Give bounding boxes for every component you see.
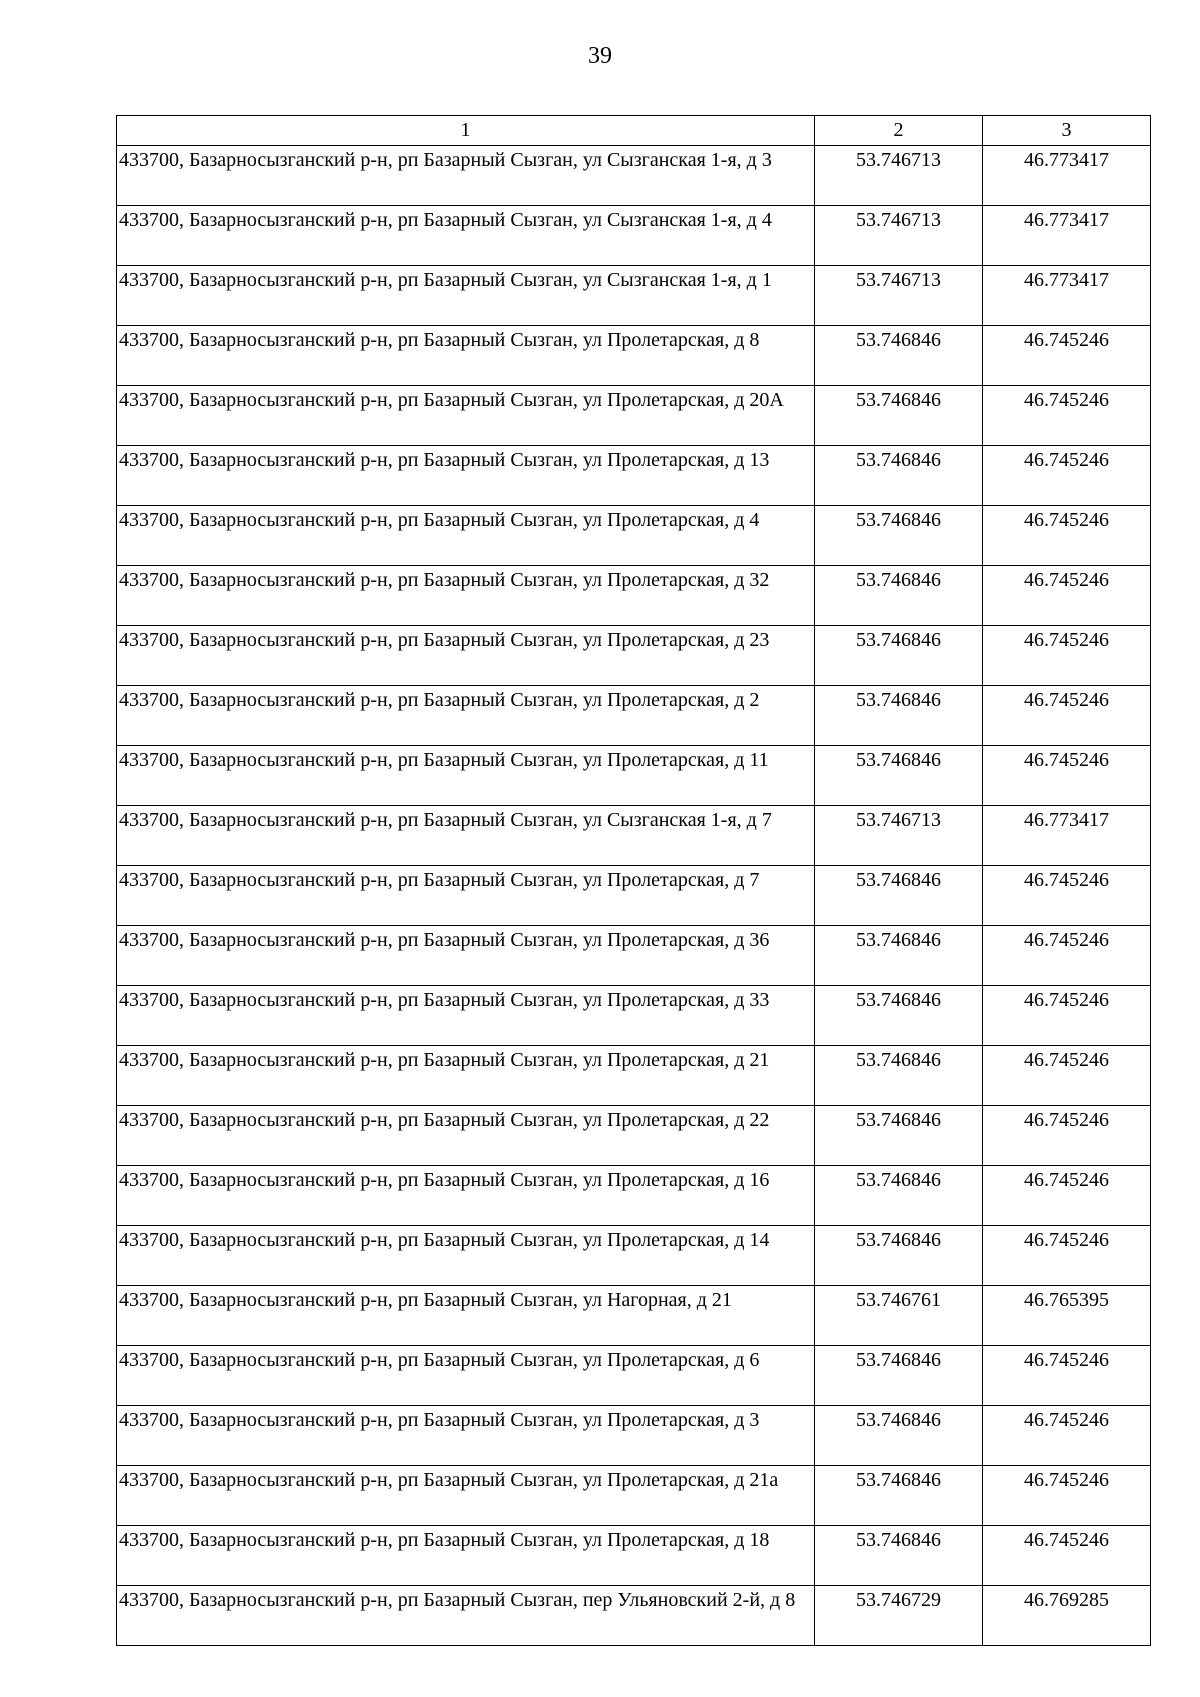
longitude-cell: 46.745246 bbox=[983, 926, 1151, 986]
address-cell: 433700, Базарносызганский р-н, рп Базарный Сызган, ул Пролетарская, д 23 bbox=[117, 626, 815, 686]
latitude-cell: 53.746846 bbox=[815, 1166, 983, 1226]
table-row bbox=[117, 926, 1151, 986]
table-row bbox=[117, 506, 1151, 566]
longitude-cell: 46.745246 bbox=[983, 1346, 1151, 1406]
address-cell: 433700, Базарносызганский р-н, рп Базарный Сызган, ул Пролетарская, д 21 bbox=[117, 1046, 815, 1106]
address-cell: 433700, Базарносызганский р-н, рп Базарный Сызган, ул Пролетарская, д 6 bbox=[117, 1346, 815, 1406]
latitude-cell: 53.746846 bbox=[815, 506, 983, 566]
latitude-cell: 53.746846 bbox=[815, 1466, 983, 1526]
longitude-cell: 46.745246 bbox=[983, 746, 1151, 806]
latitude-cell: 53.746729 bbox=[815, 1586, 983, 1646]
address-cell: 433700, Базарносызганский р-н, рп Базарный Сызган, ул Сызганская 1-я, д 3 bbox=[117, 146, 815, 206]
longitude-cell: 46.773417 bbox=[983, 266, 1151, 326]
table-row bbox=[117, 206, 1151, 266]
longitude-cell: 46.745246 bbox=[983, 626, 1151, 686]
latitude-cell: 53.746846 bbox=[815, 326, 983, 386]
address-cell: 433700, Базарносызганский р-н, рп Базарный Сызган, ул Сызганская 1-я, д 1 bbox=[117, 266, 815, 326]
table-row bbox=[117, 446, 1151, 506]
address-cell: 433700, Базарносызганский р-н, рп Базарный Сызган, ул Пролетарская, д 3 bbox=[117, 1406, 815, 1466]
table-row bbox=[117, 1586, 1151, 1646]
longitude-cell: 46.745246 bbox=[983, 1466, 1151, 1526]
latitude-cell: 53.746846 bbox=[815, 1106, 983, 1166]
address-cell: 433700, Базарносызганский р-н, рп Базарный Сызган, ул Пролетарская, д 4 bbox=[117, 506, 815, 566]
address-cell: 433700, Базарносызганский р-н, рп Базарный Сызган, ул Пролетарская, д 16 bbox=[117, 1166, 815, 1226]
longitude-cell: 46.745246 bbox=[983, 1526, 1151, 1586]
latitude-cell: 53.746846 bbox=[815, 986, 983, 1046]
table-row bbox=[117, 1406, 1151, 1466]
latitude-cell: 53.746846 bbox=[815, 1046, 983, 1106]
address-cell: 433700, Базарносызганский р-н, рп Базарный Сызган, ул Нагорная, д 21 bbox=[117, 1286, 815, 1346]
longitude-cell: 46.745246 bbox=[983, 686, 1151, 746]
address-cell: 433700, Базарносызганский р-н, рп Базарный Сызган, ул Пролетарская, д 13 bbox=[117, 446, 815, 506]
longitude-cell: 46.745246 bbox=[983, 386, 1151, 446]
table-row bbox=[117, 806, 1151, 866]
column-header-1: 1 bbox=[117, 116, 815, 146]
longitude-cell: 46.773417 bbox=[983, 146, 1151, 206]
latitude-cell: 53.746846 bbox=[815, 1346, 983, 1406]
longitude-cell: 46.745246 bbox=[983, 1106, 1151, 1166]
latitude-cell: 53.746846 bbox=[815, 686, 983, 746]
table-row bbox=[117, 386, 1151, 446]
table-row bbox=[117, 866, 1151, 926]
address-cell: 433700, Базарносызганский р-н, рп Базарный Сызган, ул Пролетарская, д 7 bbox=[117, 866, 815, 926]
latitude-cell: 53.746846 bbox=[815, 626, 983, 686]
address-cell: 433700, Базарносызганский р-н, рп Базарный Сызган, ул Пролетарская, д 20А bbox=[117, 386, 815, 446]
table-row bbox=[117, 1346, 1151, 1406]
page-number: 39 bbox=[588, 43, 612, 69]
table-body bbox=[117, 146, 1151, 1646]
latitude-cell: 53.746846 bbox=[815, 446, 983, 506]
address-cell: 433700, Базарносызганский р-н, рп Базарный Сызган, пер Ульяновский 2-й, д 8 bbox=[117, 1586, 815, 1646]
latitude-cell: 53.746846 bbox=[815, 866, 983, 926]
address-cell: 433700, Базарносызганский р-н, рп Базарный Сызган, ул Пролетарская, д 11 bbox=[117, 746, 815, 806]
longitude-cell: 46.745246 bbox=[983, 1166, 1151, 1226]
latitude-cell: 53.746846 bbox=[815, 386, 983, 446]
latitude-cell: 53.746846 bbox=[815, 746, 983, 806]
latitude-cell: 53.746713 bbox=[815, 146, 983, 206]
longitude-cell: 46.745246 bbox=[983, 566, 1151, 626]
column-header-3: 3 bbox=[983, 116, 1151, 146]
table-row bbox=[117, 146, 1151, 206]
longitude-cell: 46.745246 bbox=[983, 1046, 1151, 1106]
longitude-cell: 46.745246 bbox=[983, 506, 1151, 566]
latitude-cell: 53.746846 bbox=[815, 1226, 983, 1286]
latitude-cell: 53.746846 bbox=[815, 1406, 983, 1466]
table-row bbox=[117, 986, 1151, 1046]
longitude-cell: 46.773417 bbox=[983, 806, 1151, 866]
longitude-cell: 46.745246 bbox=[983, 446, 1151, 506]
address-cell: 433700, Базарносызганский р-н, рп Базарный Сызган, ул Пролетарская, д 18 bbox=[117, 1526, 815, 1586]
address-cell: 433700, Базарносызганский р-н, рп Базарный Сызган, ул Пролетарская, д 22 bbox=[117, 1106, 815, 1166]
table-row bbox=[117, 1106, 1151, 1166]
table-row bbox=[117, 1466, 1151, 1526]
column-header-2: 2 bbox=[815, 116, 983, 146]
address-cell: 433700, Базарносызганский р-н, рп Базарный Сызган, ул Пролетарская, д 32 bbox=[117, 566, 815, 626]
address-cell: 433700, Базарносызганский р-н, рп Базарный Сызган, ул Сызганская 1-я, д 4 bbox=[117, 206, 815, 266]
table-row bbox=[117, 626, 1151, 686]
address-cell: 433700, Базарносызганский р-н, рп Базарный Сызган, ул Пролетарская, д 2 bbox=[117, 686, 815, 746]
longitude-cell: 46.745246 bbox=[983, 1406, 1151, 1466]
longitude-cell: 46.745246 bbox=[983, 1226, 1151, 1286]
table-row bbox=[117, 1226, 1151, 1286]
header-row bbox=[117, 116, 1151, 146]
address-cell: 433700, Базарносызганский р-н, рп Базарный Сызган, ул Пролетарская, д 21а bbox=[117, 1466, 815, 1526]
longitude-cell: 46.745246 bbox=[983, 866, 1151, 926]
table-row bbox=[117, 1166, 1151, 1226]
table-row bbox=[117, 1526, 1151, 1586]
table-row bbox=[117, 566, 1151, 626]
longitude-cell: 46.773417 bbox=[983, 206, 1151, 266]
longitude-cell: 46.765395 bbox=[983, 1286, 1151, 1346]
longitude-cell: 46.745246 bbox=[983, 986, 1151, 1046]
latitude-cell: 53.746846 bbox=[815, 1526, 983, 1586]
latitude-cell: 53.746713 bbox=[815, 206, 983, 266]
latitude-cell: 53.746846 bbox=[815, 926, 983, 986]
address-cell: 433700, Базарносызганский р-н, рп Базарный Сызган, ул Пролетарская, д 33 bbox=[117, 986, 815, 1046]
latitude-cell: 53.746846 bbox=[815, 566, 983, 626]
address-cell: 433700, Базарносызганский р-н, рп Базарный Сызган, ул Сызганская 1-я, д 7 bbox=[117, 806, 815, 866]
latitude-cell: 53.746761 bbox=[815, 1286, 983, 1346]
table-row bbox=[117, 686, 1151, 746]
table-row bbox=[117, 1046, 1151, 1106]
table-row bbox=[117, 326, 1151, 386]
table-row bbox=[117, 1286, 1151, 1346]
address-cell: 433700, Базарносызганский р-н, рп Базарный Сызган, ул Пролетарская, д 8 bbox=[117, 326, 815, 386]
address-cell: 433700, Базарносызганский р-н, рп Базарный Сызган, ул Пролетарская, д 14 bbox=[117, 1226, 815, 1286]
longitude-cell: 46.745246 bbox=[983, 326, 1151, 386]
latitude-cell: 53.746713 bbox=[815, 806, 983, 866]
longitude-cell: 46.769285 bbox=[983, 1586, 1151, 1646]
address-table bbox=[116, 115, 1151, 1646]
table-row bbox=[117, 266, 1151, 326]
latitude-cell: 53.746713 bbox=[815, 266, 983, 326]
table-row bbox=[117, 746, 1151, 806]
address-cell: 433700, Базарносызганский р-н, рп Базарный Сызган, ул Пролетарская, д 36 bbox=[117, 926, 815, 986]
